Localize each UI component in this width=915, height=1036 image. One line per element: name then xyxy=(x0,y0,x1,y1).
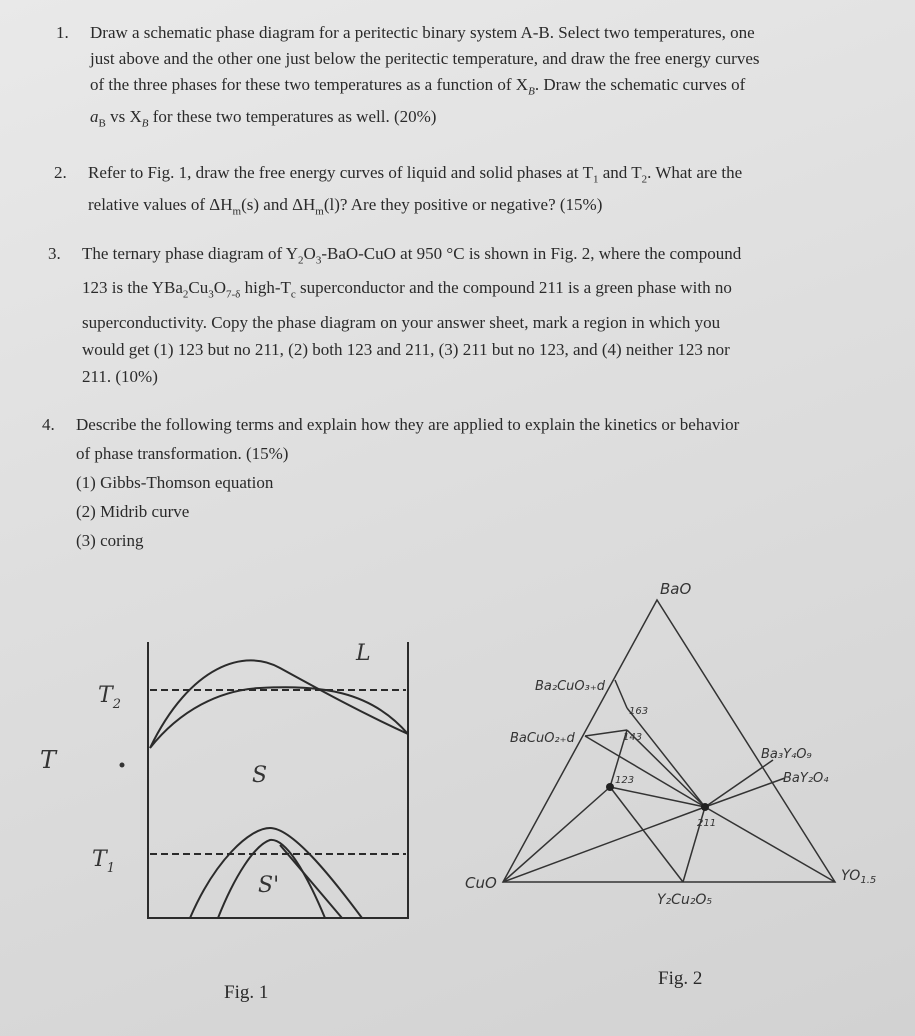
q3-line-1: The ternary phase diagram of $Y_2O_3-BaO$-CuO at 950 °C is shown in Fig. 2, where the compound xyxy=(82,244,742,267)
figure-2-caption: Fig. 2 xyxy=(658,968,703,989)
fig2-163-label: 163 xyxy=(629,706,649,717)
q2-line-1: Refer to Fig. 1, draw the free energy curves of liquid and solid phases at $T_1$ and $T_2$. What are the xyxy=(88,163,743,186)
q3-line-4: would get (1) 123 but no 211, (2) both 123 and 211, (3) 211 but no 123, and (4) neither 123 nor xyxy=(82,339,730,359)
fig2-143-label: 143 xyxy=(623,732,643,743)
fig2-tie-13 xyxy=(610,787,683,882)
q3-line-5: 211. (10%) xyxy=(82,366,158,386)
fig1-dot xyxy=(120,763,125,768)
fig2-y2cu2o5-label: Y₂Cu₂O₅ xyxy=(657,892,713,908)
fig1-solidus-curve xyxy=(150,687,408,748)
q1-line-4: $a_B$ vs $X_B$ for these two temperatures as well. (20%) xyxy=(90,107,437,130)
fig2-yo-label: $YO_{1.5}$ xyxy=(841,868,877,886)
question-3-number: 3. xyxy=(48,244,61,263)
fig1-solid-s-label: S xyxy=(252,763,268,788)
figure-1-phase-diagram xyxy=(30,630,420,930)
question-2 xyxy=(54,160,848,225)
q4-item-2: (2) Midrib curve xyxy=(76,502,190,521)
fig2-tie-4 xyxy=(585,730,627,736)
fig2-point-211 xyxy=(701,803,709,811)
fig2-cuo-label: CuO xyxy=(465,874,497,892)
fig2-211-label: 211 xyxy=(697,818,717,829)
fig1-solid-s-prime-label: S' xyxy=(258,873,280,898)
q3-line-3: superconductivity. Copy the phase diagram on your answer sheet, mark a region in which you xyxy=(82,312,721,332)
q4-item-1: (1) Gibbs-Thomson equation xyxy=(76,473,274,492)
q4-item-3: (3) coring xyxy=(76,531,144,550)
q4-line-1: Describe the following terms and explain how they are applied to explain the kinetics or behavior xyxy=(76,415,740,434)
figure-1-caption: Fig. 1 xyxy=(224,982,269,1003)
fig1-t2-label: $T_2$ xyxy=(98,683,121,712)
fig1-axis-t-label: T xyxy=(40,746,57,774)
fig2-bay2o4-label: BaY₂O₄ xyxy=(783,771,829,786)
fig2-tie-14 xyxy=(615,680,627,708)
fig2-bacuo2-label: BaCuO₂₊d xyxy=(510,731,575,746)
fig2-tie-2 xyxy=(503,787,610,882)
figure-2-ternary-diagram xyxy=(455,570,895,920)
fig2-ba2cuo3-label: Ba₂CuO₃₊d xyxy=(535,679,605,694)
q2-line-2: relative values of $\Delta H_m(s)$ and $\Delta H_m(l)$? Are they positive or negative? (15%) xyxy=(88,195,603,218)
q4-line-2: of phase transformation. (15%) xyxy=(76,444,289,463)
question-1 xyxy=(56,20,850,137)
question-4 xyxy=(42,410,866,555)
question-3 xyxy=(48,240,852,390)
fig2-ba3y4o9-label: Ba₃Y₄O₉ xyxy=(761,747,812,762)
question-1-number: 1. xyxy=(56,23,69,42)
fig2-tie-11 xyxy=(705,807,835,882)
q3-line-2: 123 is the $YBa_2Cu_3O_{7-\delta}$ high-$T_c$ superconductor and the compound 211 is a green phase with no xyxy=(82,278,732,301)
fig2-123-label: 123 xyxy=(615,775,635,786)
fig1-t1-label: $T_1$ xyxy=(92,847,115,876)
q1-line-1: Draw a schematic phase diagram for a peritectic binary system A-B. Select two temperatures, one xyxy=(90,23,755,42)
question-2-number: 2. xyxy=(54,163,67,182)
fig1-liquid-label: L xyxy=(356,641,371,666)
fig2-tie-7 xyxy=(627,708,705,807)
fig2-tie-10 xyxy=(705,778,785,807)
q1-line-3: of the three phases for these two temperatures as a function of $X_B$. Draw the schematic curves of xyxy=(90,75,746,98)
fig2-bao-label: BaO xyxy=(660,580,692,598)
question-4-number: 4. xyxy=(42,415,55,434)
q1-line-2: just above and the other one just below the peritectic temperature, and draw the free energy curves xyxy=(90,49,760,68)
fig2-tie-3 xyxy=(585,736,705,807)
fig2-tie-9 xyxy=(705,760,773,807)
fig2-point-123 xyxy=(606,783,614,791)
